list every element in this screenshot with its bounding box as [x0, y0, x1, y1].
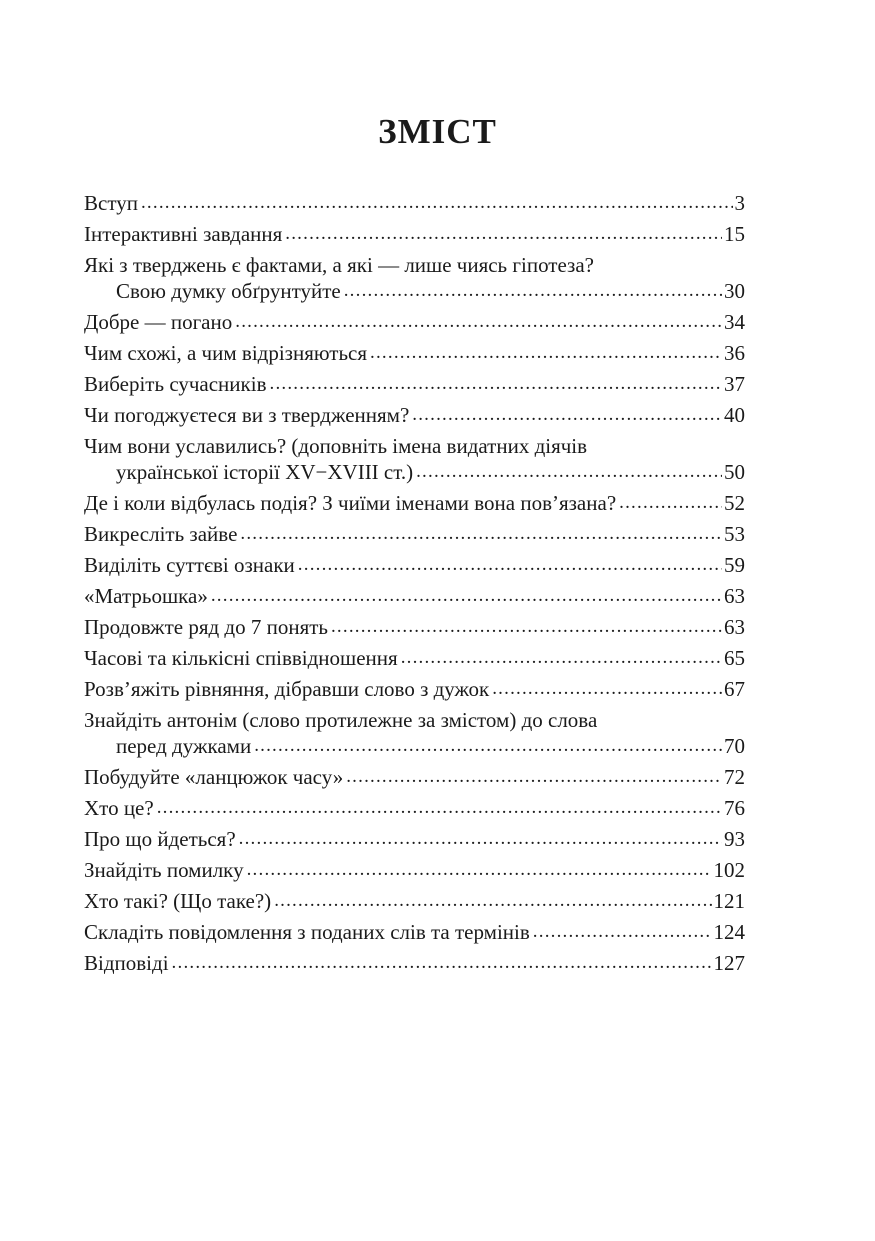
toc-page-number: 127 [713, 951, 745, 975]
toc-entry [84, 826, 745, 852]
dot-leader [370, 346, 722, 360]
toc-entry-title: Знайдіть помилку [84, 858, 244, 882]
toc-entry [84, 402, 745, 428]
toc-page-number: 36 [724, 341, 745, 365]
toc-entry [84, 190, 745, 216]
toc-entry [84, 371, 745, 397]
toc-entry-title: Часові та кількісні співвідношення [84, 646, 398, 670]
toc-page-number: 63 [724, 615, 745, 639]
toc-page-number: 37 [724, 372, 745, 396]
dot-leader [235, 315, 722, 329]
toc-page-number: 53 [724, 522, 745, 546]
toc-entry [84, 950, 745, 976]
page-title: ЗМІСТ [378, 112, 497, 151]
dot-leader [416, 465, 722, 479]
dot-leader [270, 377, 723, 391]
toc-entry-title: перед дужками [116, 734, 252, 758]
toc-page-number: 67 [724, 677, 745, 701]
toc-page-number: 15 [724, 222, 745, 246]
toc-entry [84, 340, 745, 366]
dot-leader [274, 894, 711, 908]
toc-page-number: 52 [724, 491, 745, 515]
toc-entry-title: Свою думку обґрунтуйте [116, 279, 341, 303]
dot-leader [211, 589, 722, 603]
toc-entry-title: Відповіді [84, 951, 169, 975]
dot-leader [157, 801, 722, 815]
dot-leader [492, 682, 722, 696]
dot-leader [240, 527, 722, 541]
toc-page-number: 50 [724, 460, 745, 484]
toc-page-number: 70 [724, 734, 745, 758]
table-of-contents [84, 185, 745, 976]
dot-leader [346, 770, 722, 784]
dot-leader [285, 227, 722, 241]
toc-page-number: 30 [724, 279, 745, 303]
dot-leader [401, 651, 722, 665]
dot-leader [172, 956, 712, 970]
toc-page-number: 65 [724, 646, 745, 670]
toc-entry [84, 707, 745, 759]
toc-page-number: 59 [724, 553, 745, 577]
toc-page-number: 102 [713, 858, 745, 882]
toc-entry [84, 252, 745, 304]
toc-entry-title: Чим схожі, а чим відрізняються [84, 341, 368, 365]
toc-entry-title: Вступ [84, 191, 138, 215]
toc-page-number: 93 [724, 827, 745, 851]
toc-entry-title: Продовжте ряд до 7 понять [84, 615, 328, 639]
toc-entry-title: Виділіть суттєві ознаки [84, 553, 295, 577]
toc-entry-title: Викресліть зайве [84, 522, 238, 546]
dot-leader [619, 496, 722, 510]
toc-entry [84, 433, 745, 485]
toc-entry [84, 857, 745, 883]
toc-entry [84, 764, 745, 790]
toc-entry-title: Добре — погано [84, 310, 233, 334]
toc-entry-title: Інтерактивні завдання [84, 222, 283, 246]
toc-entry [84, 919, 745, 945]
toc-entry [84, 490, 745, 516]
toc-page-number: 124 [713, 920, 745, 944]
toc-entry [84, 583, 745, 609]
dot-leader [412, 408, 722, 422]
toc-entry-title: Хто такі? (Що таке?) [84, 889, 272, 913]
dot-leader [533, 925, 712, 939]
toc-page-number: 3 [734, 191, 745, 215]
dot-leader [141, 196, 733, 210]
dot-leader [298, 558, 722, 572]
toc-entry-title-line1: Які з тверджень є фактами, а які — лише чиясь гіпотеза? [84, 253, 594, 277]
toc-entry [84, 221, 745, 247]
toc-entry [84, 614, 745, 640]
toc-entry-title: Де і коли відбулась подія? З чиїми іменами вона пов’язана? [84, 491, 617, 515]
toc-page-number: 40 [724, 403, 745, 427]
toc-entry-title: Чи погоджуєтеся ви з твердженням? [84, 403, 410, 427]
toc-entry-title-line1: Знайдіть антонім (слово протилежне за змістом) до слова [84, 708, 598, 732]
toc-page-number: 63 [724, 584, 745, 608]
dot-leader [344, 284, 722, 298]
toc-entry-title: «Матрьошка» [84, 584, 208, 608]
toc-entry-title-line1: Чим вони уславились? (доповніть імена видатних діячів [84, 434, 588, 458]
toc-entry-title: Побудуйте «ланцюжок часу» [84, 765, 344, 789]
toc-entry [84, 552, 745, 578]
dot-leader [331, 620, 722, 634]
toc-entry-title: Складіть повідомлення з поданих слів та термінів [84, 920, 530, 944]
dot-leader [247, 863, 712, 877]
dot-leader [239, 832, 722, 846]
toc-entry-title: Хто це? [84, 796, 154, 820]
toc-entry [84, 309, 745, 335]
toc-entry [84, 795, 745, 821]
toc-entry-title: Розв’яжіть рівняння, дібравши слово з дужок [84, 677, 490, 701]
toc-entry [84, 645, 745, 671]
toc-page-number: 34 [724, 310, 745, 334]
toc-entry [84, 676, 745, 702]
toc-entry-title: Про що йдеться? [84, 827, 236, 851]
toc-entry [84, 888, 745, 914]
toc-entry-title: Виберіть сучасників [84, 372, 267, 396]
toc-entry [84, 521, 745, 547]
toc-page-number: 121 [713, 889, 745, 913]
toc-page-number: 72 [724, 765, 745, 789]
toc-page-number: 76 [724, 796, 745, 820]
toc-entry-title: української історії XV−XVIII ст.) [116, 460, 414, 484]
dot-leader [254, 739, 722, 753]
